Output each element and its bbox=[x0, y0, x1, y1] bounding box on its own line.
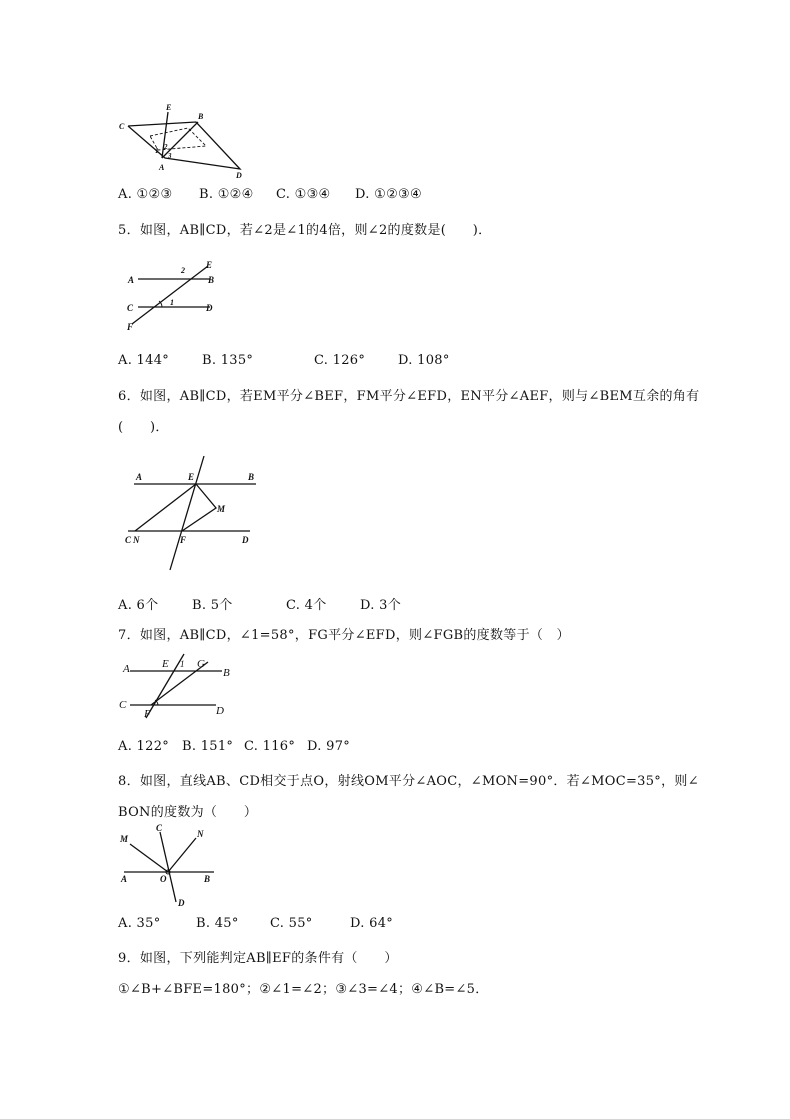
q7-label-a: A bbox=[123, 663, 130, 675]
q7-label-d: D bbox=[216, 705, 224, 717]
q4-option-a[interactable]: A. ①②③ bbox=[118, 187, 173, 202]
q6-option-a[interactable]: A. 6个 bbox=[118, 598, 159, 613]
q8-option-a[interactable]: A. 35° bbox=[118, 916, 161, 931]
q6-figure bbox=[118, 452, 268, 576]
q4-option-d[interactable]: D. ①②③④ bbox=[355, 187, 422, 202]
q7-stem: 7．如图，AB∥CD，∠1=58°，FG平分∠EFD，则∠FGB的度数等于（ ） bbox=[118, 628, 570, 643]
q7-option-b[interactable]: B. 151° bbox=[182, 739, 234, 754]
q6-label-n: N bbox=[133, 535, 140, 545]
q4-label-e: E bbox=[166, 103, 172, 112]
q8-line-cd bbox=[160, 832, 176, 902]
q8-label-a: A bbox=[121, 874, 128, 884]
q6-label-e: E bbox=[188, 472, 195, 482]
q9-conditions: ①∠B+∠BFE=180°；②∠1=∠2；③∠3=∠4；④∠B=∠5． bbox=[118, 982, 489, 997]
q6-line-en bbox=[135, 484, 196, 531]
q7-label-e: E bbox=[162, 658, 169, 670]
q6-stem-line1: 6．如图，AB∥CD，若EM平分∠BEF，FM平分∠EFD，EN平分∠AEF，则与∠BEM互余的角有 bbox=[118, 389, 700, 404]
q6-label-f: F bbox=[180, 535, 187, 545]
q4-label-3: 3 bbox=[168, 152, 172, 160]
q4-option-b[interactable]: B. ①②④ bbox=[199, 187, 254, 202]
q4-options bbox=[118, 187, 422, 202]
q6-label-a: A bbox=[136, 472, 143, 482]
q4-option-c[interactable]: C. ①③④ bbox=[276, 187, 331, 202]
q4-label-2: 2 bbox=[164, 143, 168, 151]
q4-figure bbox=[118, 100, 248, 178]
q4-label-1: 1 bbox=[155, 147, 159, 155]
q8-stem-line1: 8．如图，直线AB、CD相交于点O，射线OM平分∠AOC，∠MON=90°．若∠MOC=35°，则∠ bbox=[118, 774, 699, 789]
q5-label-f: F bbox=[127, 322, 134, 332]
q5-label-a: A bbox=[128, 275, 135, 285]
q5-label-1: 1 bbox=[170, 298, 174, 307]
q8-stem-line2: BON的度数为（ ） bbox=[118, 805, 258, 820]
q6-label-c: C bbox=[125, 535, 132, 545]
q5-option-c[interactable]: C. 126° bbox=[314, 353, 366, 368]
q5-label-e: E bbox=[206, 260, 213, 270]
q6-option-d[interactable]: D. 3个 bbox=[360, 598, 401, 613]
q5-label-d: D bbox=[206, 303, 213, 313]
q6-stem-line2: ( )． bbox=[118, 420, 169, 435]
q8-option-d[interactable]: D. 64° bbox=[350, 916, 394, 931]
q4-label-b: B bbox=[198, 112, 204, 121]
q5-figure bbox=[118, 258, 228, 334]
q7-label-g: G bbox=[197, 658, 205, 670]
q8-option-b[interactable]: B. 45° bbox=[196, 916, 239, 931]
q5-options bbox=[118, 353, 450, 368]
q6-line-ef bbox=[170, 456, 204, 570]
q8-ray-om bbox=[130, 844, 168, 872]
q6-option-b[interactable]: B. 5个 bbox=[192, 598, 233, 613]
q6-label-b: B bbox=[248, 472, 255, 482]
q5-option-a[interactable]: A. 144° bbox=[118, 353, 170, 368]
q5-option-b[interactable]: B. 135° bbox=[202, 353, 254, 368]
q6-label-d: D bbox=[242, 535, 249, 545]
q8-option-c[interactable]: C. 55° bbox=[270, 916, 313, 931]
q8-label-m: M bbox=[120, 834, 129, 844]
q7-options bbox=[118, 739, 350, 754]
q8-label-b: B bbox=[204, 874, 211, 884]
q8-label-n: N bbox=[197, 829, 204, 839]
q7-option-a[interactable]: A. 122° bbox=[118, 739, 170, 754]
q5-stem: 5．如图，AB∥CD，若∠2是∠1的4倍，则∠2的度数是( )． bbox=[118, 223, 492, 238]
q7-figure bbox=[118, 652, 238, 720]
q8-figure bbox=[118, 822, 218, 910]
q8-label-c: C bbox=[156, 823, 163, 833]
q8-options bbox=[118, 916, 393, 931]
q6-option-c[interactable]: C. 4个 bbox=[286, 598, 327, 613]
q5-label-2: 2 bbox=[181, 266, 185, 275]
q7-option-c[interactable]: C. 116° bbox=[244, 739, 296, 754]
q4-label-d: D bbox=[236, 171, 242, 180]
q4-label-a: A bbox=[159, 163, 165, 172]
q7-label-1: 1 bbox=[180, 659, 185, 669]
q5-label-c: C bbox=[127, 303, 134, 313]
q5-option-d[interactable]: D. 108° bbox=[398, 353, 450, 368]
q4-quad bbox=[128, 122, 240, 169]
q4-label-c: C bbox=[119, 122, 125, 131]
q6-options bbox=[118, 594, 401, 613]
q6-label-m: M bbox=[217, 504, 226, 514]
q7-option-d[interactable]: D. 97° bbox=[307, 739, 351, 754]
q8-label-d: D bbox=[178, 898, 185, 908]
q5-label-b: B bbox=[208, 275, 215, 285]
q7-label-c: C bbox=[119, 699, 127, 711]
q7-label-b: B bbox=[223, 667, 230, 679]
q8-ray-on bbox=[168, 838, 196, 872]
q8-label-o: O bbox=[160, 874, 167, 884]
q5-transversal bbox=[132, 266, 208, 324]
q7-label-f: F bbox=[144, 708, 151, 720]
q9-stem: 9．如图，下列能判定AB∥EF的条件有（ ） bbox=[118, 951, 398, 966]
